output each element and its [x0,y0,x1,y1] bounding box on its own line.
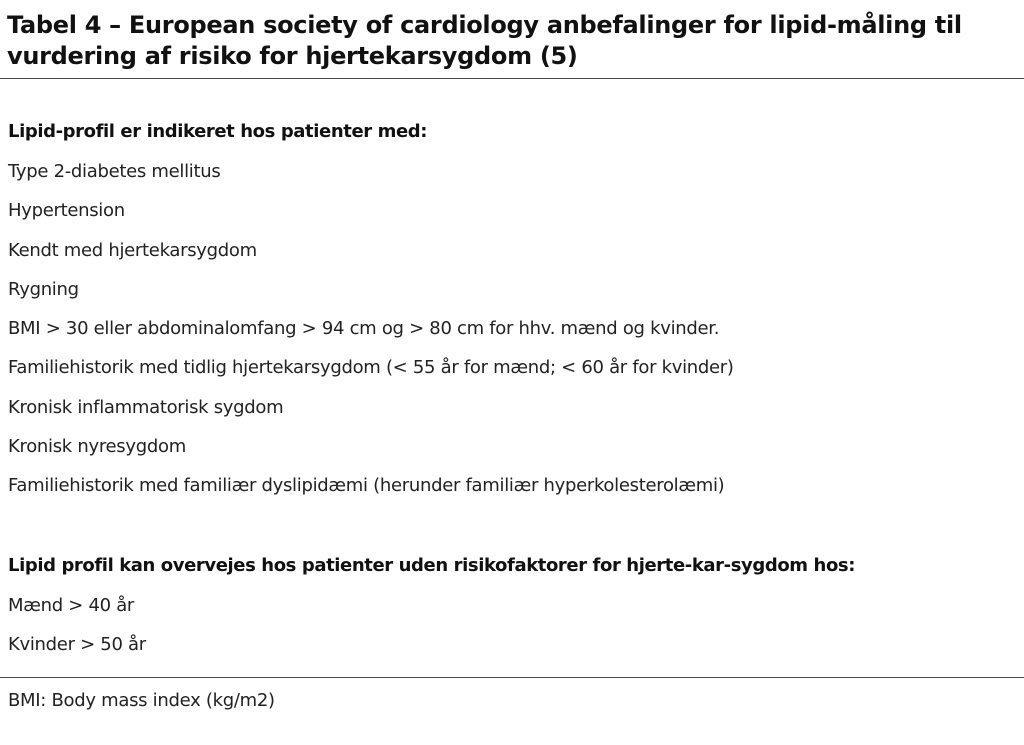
list-item: Type 2-diabetes mellitus [8,161,221,182]
consideration-list [8,594,146,673]
list-item: BMI > 30 eller abdominalomfang > 94 cm og > 80 cm for hhv. mænd og kvinder. [8,318,720,340]
list-item: Familiehistorik med tidlig hjertekarsygdom (< 55 år for mænd; < 60 år for kvinder) [8,357,734,379]
footnote: BMI: Body mass index (kg/m2) [8,690,275,711]
list-item: Hypertension [8,200,125,222]
list-item: Kendt med hjertekarsygdom [8,239,257,261]
list-item: Kronisk inflammatorisk sygdom [8,396,284,418]
list-item: Kronisk nyresygdom [8,436,186,458]
list-item: Familiehistorik med familiær dyslipidæmi (herunder familiær hyperkolesterolæmi) [8,475,725,497]
footer-divider [0,677,1024,678]
section-heading-indicated: Lipid-profil er indikeret hos patienter med: [8,121,428,142]
indication-list [8,160,734,514]
list-item: Rygning [8,278,79,300]
list-item: Kvinder > 50 år [8,634,146,656]
header-divider [0,78,1024,79]
table-title: Tabel 4 – European society of cardiology anbefalinger for lipid-måling til vurdering af risiko for hjertekarsygdom (5) [7,11,962,70]
section-heading-considered: Lipid profil kan overvejes hos patienter uden risikofaktorer for hjerte-kar-sygdom hos: [8,555,856,576]
list-item: Mænd > 40 år [8,595,135,616]
